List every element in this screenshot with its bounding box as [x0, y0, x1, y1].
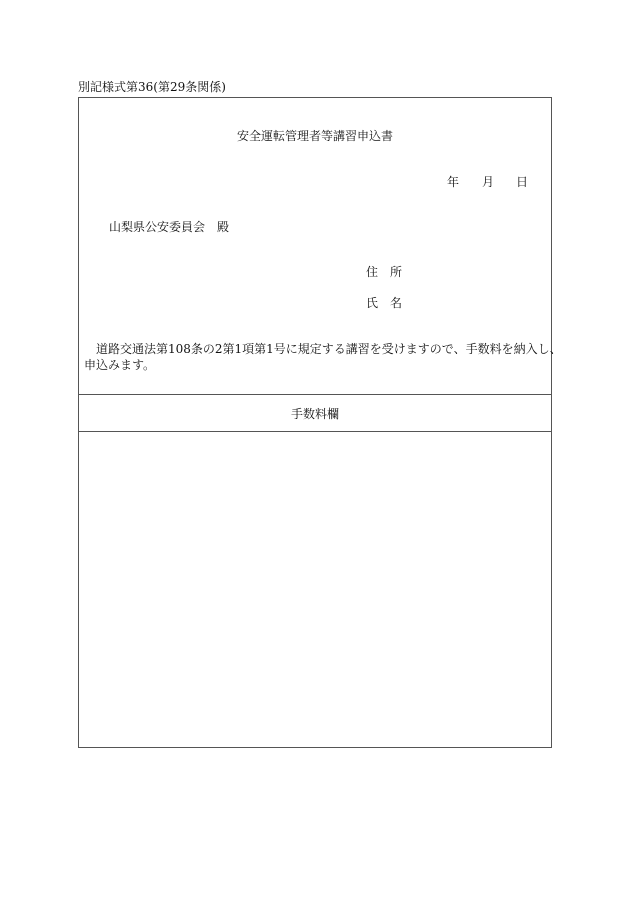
date-day-label: 日 — [516, 175, 529, 189]
addressee: 山梨県公安委員会 殿 — [109, 220, 230, 234]
divider — [79, 394, 551, 395]
application-form — [78, 97, 562, 748]
fee-area — [79, 432, 551, 747]
form-title: 安全運転管理者等講習申込書 — [236, 129, 393, 143]
form-reference: 別記様式第36(第29条関係) — [78, 80, 226, 94]
date-month-label: 月 — [482, 175, 495, 189]
fee-section-label: 手数料欄 — [290, 407, 339, 421]
date-year-label: 年 — [447, 175, 460, 189]
name-label: 氏 名 — [366, 296, 403, 310]
address-label: 住 所 — [366, 265, 403, 279]
body-text-line1: 道路交通法第108条の2第1項第1号に規定する講習を受けますので、手数料を納入し、 — [84, 342, 562, 356]
body-text-line2: 申込みます。 — [84, 358, 156, 372]
